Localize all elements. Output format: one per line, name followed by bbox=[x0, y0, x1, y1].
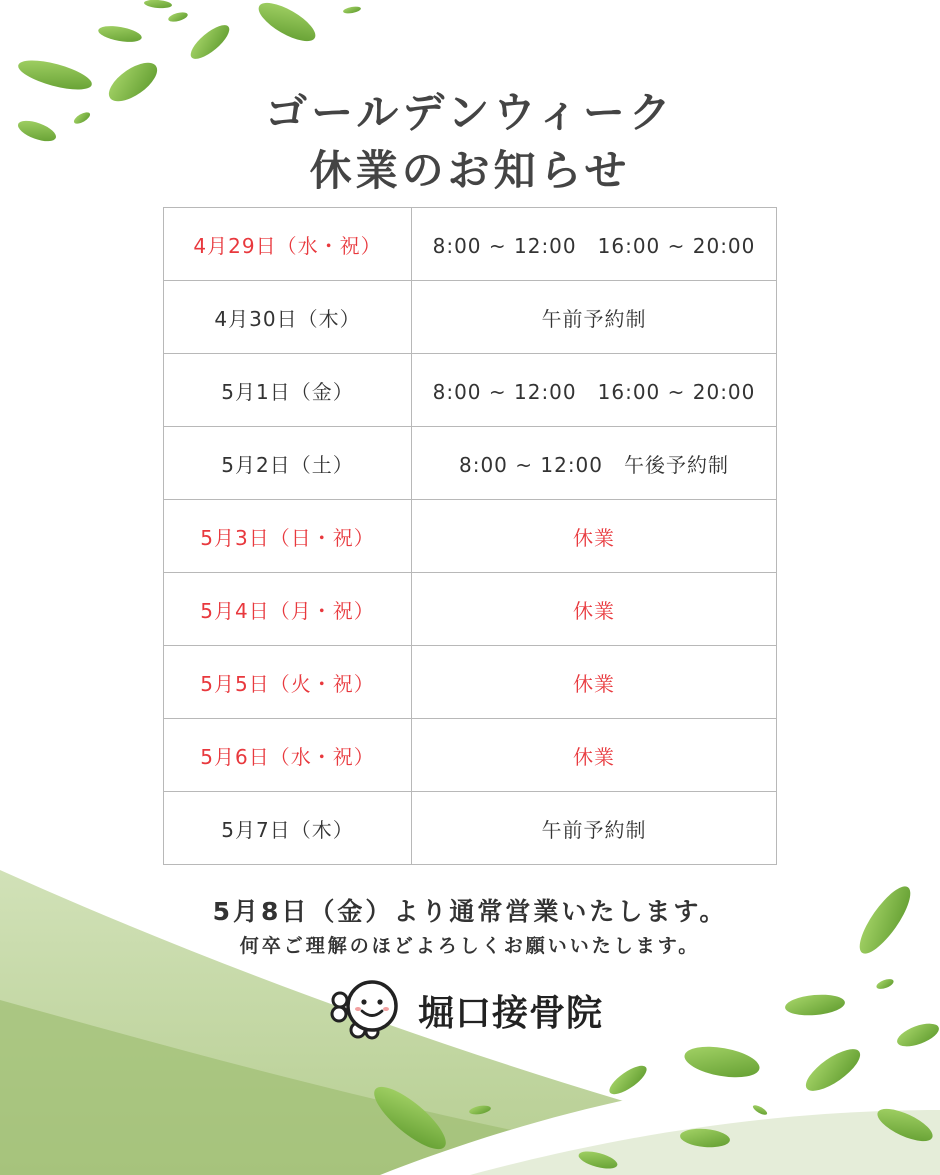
schedule-hours: 8:00 ~ 12:00 16:00 ~ 20:00 bbox=[412, 354, 777, 427]
title-line-1: ゴールデンウィーク bbox=[265, 88, 675, 137]
schedule-table bbox=[163, 207, 777, 865]
clinic-logo bbox=[328, 978, 603, 1042]
schedule-hours: 休業 bbox=[412, 646, 777, 719]
schedule-date: 5月3日（日・祝） bbox=[164, 500, 412, 573]
schedule-date: 4月30日（木） bbox=[164, 281, 412, 354]
table-row bbox=[164, 719, 777, 792]
table-row bbox=[164, 646, 777, 719]
table-row bbox=[164, 281, 777, 354]
schedule-hours: 午前予約制 bbox=[412, 281, 777, 354]
table-row bbox=[164, 792, 777, 865]
schedule-hours: 8:00 ~ 12:00 午後予約制 bbox=[412, 427, 777, 500]
schedule-hours: 休業 bbox=[412, 719, 777, 792]
notice-line-1: 5月8日（金）より通常営業いたします。 bbox=[212, 897, 728, 926]
clinic-name: 堀口接骨院 bbox=[418, 992, 604, 1034]
schedule-date: 4月29日（水・祝） bbox=[164, 208, 412, 281]
schedule-date: 5月2日（土） bbox=[164, 427, 412, 500]
bone-character-icon bbox=[328, 978, 408, 1042]
table-row bbox=[164, 573, 777, 646]
schedule-date: 5月5日（火・祝） bbox=[164, 646, 412, 719]
table-row bbox=[164, 208, 777, 281]
table-row bbox=[164, 354, 777, 427]
title-line-2: 休業のお知らせ bbox=[309, 146, 631, 195]
schedule-hours: 午前予約制 bbox=[412, 792, 777, 865]
schedule-hours: 休業 bbox=[412, 573, 777, 646]
schedule-date: 5月4日（月・祝） bbox=[164, 573, 412, 646]
schedule-date: 5月7日（木） bbox=[164, 792, 412, 865]
schedule-hours: 8:00 ~ 12:00 16:00 ~ 20:00 bbox=[412, 208, 777, 281]
schedule-hours: 休業 bbox=[412, 500, 777, 573]
table-row bbox=[164, 500, 777, 573]
notice-line-2: 何卒ご理解のほどよろしくお願いいたします。 bbox=[239, 935, 701, 957]
schedule-date: 5月1日（金） bbox=[164, 354, 412, 427]
table-row bbox=[164, 427, 777, 500]
schedule-date: 5月6日（水・祝） bbox=[164, 719, 412, 792]
